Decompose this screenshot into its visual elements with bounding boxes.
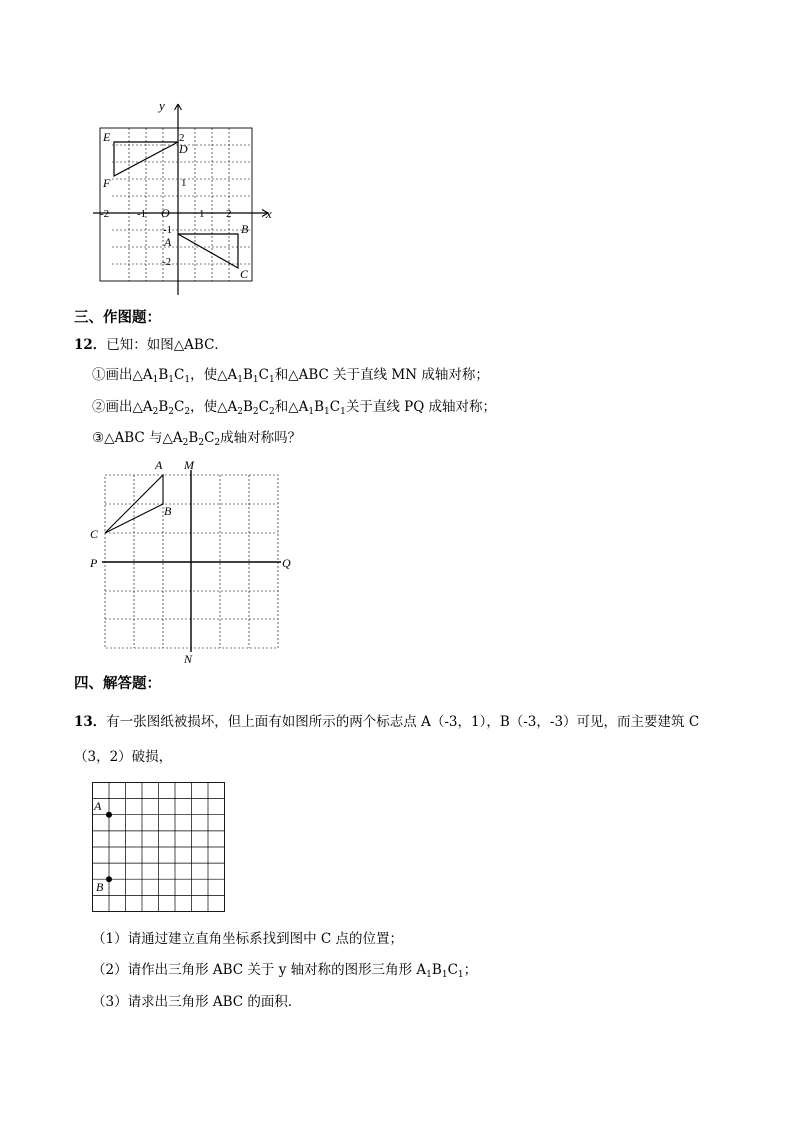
y-tick--2: -2 <box>162 256 172 268</box>
point-A-dot <box>106 812 112 818</box>
origin-label: O <box>161 206 170 220</box>
q12-item-2: ②画出$\triangle A_2B_2C_2$，使$\triangle A_2B_2C_2$和$\triangle A_1B_1C_1$关于直线 PQ 成轴对称； <box>92 399 497 417</box>
figure-damaged-map-grid <box>90 780 230 915</box>
x-tick--2: -2 <box>100 208 110 220</box>
point-label-D: D <box>179 142 188 156</box>
point-label-B: B <box>241 222 249 236</box>
q13-stem-line-2: （3，2）破损， <box>74 749 173 765</box>
q13-stem-text: 有一张图纸被损坏，但上面有如图所示的两个标志点 A（-3，1），B（-3，-3）可见，而主要建筑 C <box>106 714 700 730</box>
x-tick-2: 2 <box>226 208 232 220</box>
line-label-N: N <box>184 652 193 666</box>
x-axis-label: x <box>266 206 272 221</box>
q12-item-3: ③△ABC 与$\triangle A_2B_2C_2$成轴对称吗？ <box>92 430 302 448</box>
point-label-A: A <box>164 235 172 249</box>
circled-number-1: ① <box>92 367 106 383</box>
point-label-C: C <box>240 267 249 281</box>
y-tick-2: 2 <box>179 132 185 144</box>
q13-subquestion-1: （1）请通过建立直角坐标系找到图中 C 点的位置； <box>92 931 404 947</box>
line-label-Q: Q <box>282 556 291 570</box>
q13-subquestion-2: （2）请作出三角形 ABC 关于 y 轴对称的图形三角形 $A_1B_1C_1$； <box>92 962 478 980</box>
q12-item-1: ①画出$\triangle A_1B_1C_1$，使$\triangle A_1B_1C_1$和△ABC 关于直线 MN 成轴对称； <box>92 367 489 385</box>
point-B-dot <box>106 876 112 882</box>
circled-number-3: ③ <box>92 430 105 446</box>
figure-coordinate-grid <box>85 95 285 300</box>
point-label-C: C <box>90 527 99 541</box>
y-tick--1: -1 <box>163 224 173 236</box>
point-label-F: F <box>103 176 111 190</box>
q12-number: 12． <box>74 337 107 353</box>
shape-triangle-ABC <box>178 234 238 268</box>
section-four-title: 四、解答题： <box>74 676 161 692</box>
circled-number-2: ② <box>92 399 106 415</box>
x-tick-1: 1 <box>199 208 205 220</box>
q12-stem <box>74 336 228 354</box>
q13-subquestion-3: （3）请求出三角形 ABC 的面积． <box>92 994 302 1010</box>
q12-stem-text: 已知：如图△ABC． <box>106 337 228 353</box>
figure-symmetry-grid <box>85 455 300 670</box>
line-label-M: M <box>184 458 194 472</box>
point-label-B: B <box>164 504 172 518</box>
y-tick-1: 1 <box>181 177 187 189</box>
point-label-E: E <box>103 130 111 144</box>
point-label-A: A <box>155 458 163 472</box>
x-tick--1: -1 <box>137 208 147 220</box>
q13-stem-line-1 <box>74 713 699 731</box>
q13-number: 13． <box>74 714 107 730</box>
line-label-P: P <box>90 556 98 570</box>
section-three-title: 三、作图题： <box>74 310 161 326</box>
y-axis-label: y <box>159 98 165 113</box>
point-label-A: A <box>94 799 102 813</box>
grid-lines <box>93 783 225 912</box>
point-label-B: B <box>96 880 104 894</box>
shape-quadrilateral-EDF <box>114 142 178 176</box>
